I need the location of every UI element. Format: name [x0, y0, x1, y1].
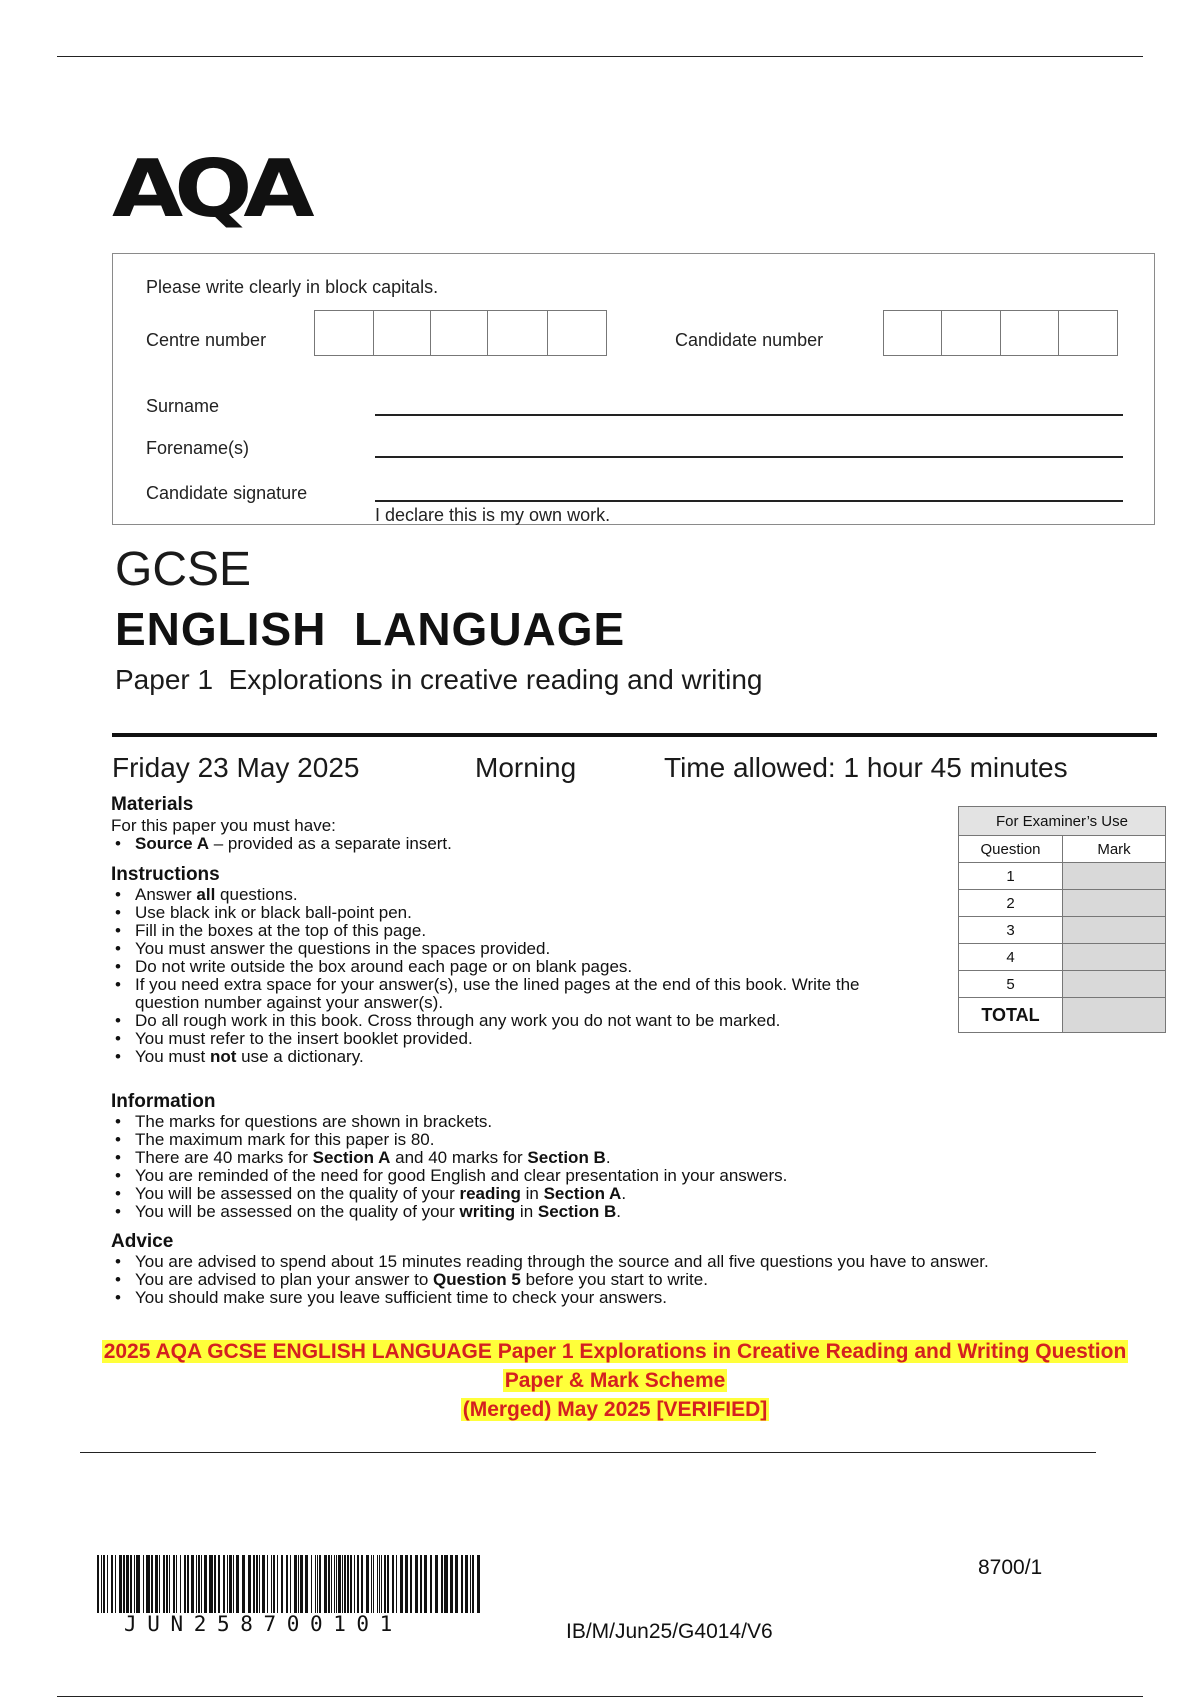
barcode-bar [180, 1555, 181, 1613]
centre-digit-box[interactable] [430, 310, 489, 356]
barcode-bar [130, 1555, 132, 1613]
materials-section [111, 794, 941, 853]
barcode-bar [267, 1555, 268, 1613]
barcode-bar [441, 1555, 443, 1613]
barcode-bar [262, 1555, 265, 1613]
list-item: • The marks for questions are shown in brackets. [111, 1113, 1111, 1131]
barcode-bar [415, 1555, 418, 1613]
barcode-bar [384, 1555, 386, 1613]
barcode-bar [342, 1555, 343, 1613]
question-number: 5 [959, 971, 1063, 998]
time-allowed: Time allowed: 1 hour 45 minutes [664, 752, 1068, 783]
total-mark-cell[interactable] [1063, 998, 1166, 1033]
banner-line: (Merged) May 2025 [VERIFIED] [462, 1398, 768, 1421]
instructions-heading: Instructions [111, 864, 220, 885]
materials-heading: Materials [111, 794, 194, 815]
barcode-bar [134, 1555, 135, 1613]
barcode-bar [331, 1555, 332, 1613]
barcode-bar [315, 1555, 316, 1613]
barcode-bar [97, 1555, 99, 1613]
barcode-bar [204, 1555, 207, 1613]
barcode-bar [229, 1555, 232, 1613]
barcode-bar [317, 1555, 318, 1613]
barcode-bar [336, 1555, 337, 1613]
list-item: • You are reminded of the need for good English and clear presentation in your answers. [111, 1167, 1111, 1185]
barcode-bar [103, 1555, 105, 1613]
barcode-bar [461, 1555, 463, 1613]
barcode-bar [379, 1555, 380, 1613]
candidate-digit-box[interactable] [1000, 310, 1060, 356]
paper-title: Paper 1 Explorations in creative reading and writing [115, 664, 763, 695]
barcode-bar [424, 1555, 427, 1613]
reference-code: IB/M/Jun25/G4014/V6 [566, 1620, 773, 1643]
barcode-bar [273, 1555, 275, 1613]
list-item: • Do not write outside the box around each page or on blank pages. [111, 958, 891, 976]
surname-field[interactable] [375, 414, 1123, 416]
barcode-bar [277, 1555, 278, 1613]
barcode-bar [347, 1555, 349, 1613]
bottom-rule [57, 1696, 1143, 1697]
barcode-bar [357, 1555, 359, 1613]
barcode-bar [290, 1555, 291, 1613]
barcode-bar [324, 1555, 327, 1613]
advice-heading: Advice [111, 1231, 174, 1252]
barcode-bar [253, 1555, 255, 1613]
barcode-bar [377, 1555, 378, 1613]
list-item: • Answer all questions. [111, 886, 891, 904]
aqa-logo: AQA [112, 143, 306, 236]
barcode-bar [101, 1555, 102, 1613]
list-item: • You are advised to plan your answer to Question 5 before you start to write. [111, 1271, 1141, 1289]
centre-digit-box[interactable] [487, 310, 548, 356]
barcode-bar [350, 1555, 352, 1613]
centre-number-field[interactable] [315, 310, 607, 356]
forenames-field[interactable] [375, 456, 1123, 458]
barcode-bar [373, 1555, 374, 1613]
barcode-bar [163, 1555, 165, 1613]
barcode-bar [119, 1555, 122, 1613]
barcode-bar [294, 1555, 297, 1613]
barcode-bar [248, 1555, 251, 1613]
barcode-bar [361, 1555, 363, 1613]
barcode-bar [242, 1555, 245, 1613]
banner-line: Paper & Mark Scheme [504, 1369, 726, 1392]
barcode-text: JUN258700101 [124, 1612, 403, 1636]
barcode-bar [218, 1555, 220, 1613]
barcode-bar [410, 1555, 412, 1613]
exam-session: Morning [475, 752, 577, 783]
list-item: • You will be assessed on the quality of your writing in Section B. [111, 1203, 1111, 1221]
barcode-bar [338, 1555, 341, 1613]
barcode-bar [435, 1555, 438, 1613]
centre-number-label: Centre number [146, 330, 267, 350]
signature-label: Candidate signature [146, 483, 308, 503]
barcode-bar [271, 1555, 272, 1613]
advice-list [111, 1253, 1141, 1307]
barcode-bar [198, 1555, 200, 1613]
subject-title: ENGLISH LANGUAGE [115, 603, 626, 655]
information-section [111, 1091, 1111, 1221]
barcode-bar [400, 1555, 403, 1613]
list-item: • Do all rough work in this book. Cross through any work you do not want to be marked. [111, 1012, 891, 1030]
forenames-label: Forename(s) [146, 438, 250, 458]
list-item: • You must refer to the insert booklet provided. [111, 1030, 891, 1048]
question-number: 2 [959, 890, 1063, 917]
footer-rule [80, 1452, 1096, 1453]
qualification-title: GCSE [115, 543, 252, 596]
barcode-bar [311, 1555, 312, 1613]
barcode-bar [298, 1555, 299, 1613]
mark-cell[interactable] [1063, 863, 1166, 890]
list-item: • You will be assessed on the quality of your reading in Section A. [111, 1185, 1111, 1203]
barcode-bar [143, 1555, 144, 1613]
list-item: • The maximum mark for this paper is 80. [111, 1131, 1111, 1149]
barcode-bar [196, 1555, 197, 1613]
candidate-number-label: Candidate number [675, 330, 824, 350]
title-rule [112, 733, 1157, 737]
barcode-bar [319, 1555, 321, 1613]
paper-code: 8700/1 [978, 1556, 1043, 1579]
instructions-list [111, 886, 891, 1066]
barcode-bar [392, 1555, 394, 1613]
list-item: • You must not use a dictionary. [111, 1048, 891, 1066]
question-number: 1 [959, 863, 1063, 890]
list-item: • You must answer the questions in the spaces provided. [111, 940, 891, 958]
question-number: 3 [959, 917, 1063, 944]
barcode-bar [169, 1555, 170, 1613]
mark-cell[interactable] [1063, 917, 1166, 944]
barcode-bar [455, 1555, 458, 1613]
instructions-section [111, 864, 891, 1066]
barcode-bar [477, 1555, 480, 1613]
barcode-bar [344, 1555, 346, 1613]
mark-cell[interactable] [1063, 890, 1166, 917]
list-item: • You should make sure you leave sufficient time to check your answers. [111, 1289, 1141, 1307]
barcode-bar [166, 1555, 168, 1613]
top-rule [57, 56, 1143, 57]
barcode-bar [472, 1555, 474, 1613]
question-column-header: Question [959, 836, 1063, 863]
barcode-bar [214, 1555, 216, 1613]
barcode-bar [173, 1555, 175, 1613]
mark-column-header: Mark [1063, 836, 1166, 863]
barcode-bar [184, 1555, 186, 1613]
list-item: • You are advised to spend about 15 minutes reading through the source and all five questions you have to answer. [111, 1253, 1141, 1271]
mark-cell[interactable] [1063, 944, 1166, 971]
barcode-bar [300, 1555, 303, 1613]
barcode-bar [115, 1555, 116, 1613]
barcode-bar [176, 1555, 177, 1613]
materials-intro: For this paper you must have: [111, 816, 336, 835]
barcode-bar [223, 1555, 225, 1613]
barcode-bar [281, 1555, 283, 1613]
barcode-bar [305, 1555, 308, 1613]
list-item: • Use black ink or black ball-point pen. [111, 904, 891, 922]
barcode-bar [256, 1555, 258, 1613]
barcode-bar [146, 1555, 150, 1613]
barcode-bar [209, 1555, 213, 1613]
barcode-bar [371, 1555, 372, 1613]
barcode-bar [444, 1555, 448, 1613]
barcode-bar [136, 1555, 140, 1613]
barcode-bar [328, 1555, 330, 1613]
barcode-bar [233, 1555, 234, 1613]
mark-cell[interactable] [1063, 971, 1166, 998]
barcode-bar [366, 1555, 369, 1613]
information-heading: Information [111, 1091, 216, 1112]
list-item: • Source A – provided as a separate insert. [111, 835, 941, 853]
candidate-digit-box[interactable] [1058, 310, 1118, 356]
barcode-bar [470, 1555, 471, 1613]
barcode-bar [155, 1555, 158, 1613]
barcode-bar [405, 1555, 408, 1613]
banner-line: 2025 AQA GCSE ENGLISH LANGUAGE Paper 1 Explorations in Creative Reading and Writing Question [103, 1340, 1127, 1363]
barcode-bar [187, 1555, 189, 1613]
barcode-bar [420, 1555, 422, 1613]
surname-label: Surname [146, 396, 220, 416]
centre-digit-box[interactable] [547, 310, 607, 356]
barcode-bar [465, 1555, 468, 1613]
examiners-use-table [958, 806, 1166, 1033]
declaration-text: I declare this is my own work. [375, 505, 611, 525]
barcode-bar [334, 1555, 335, 1613]
barcode-bar [286, 1555, 288, 1613]
candidate-digit-box[interactable] [941, 310, 1001, 356]
barcode-bar [123, 1555, 125, 1613]
question-number: 4 [959, 944, 1063, 971]
barcode-bar [191, 1555, 194, 1613]
centre-digit-box[interactable] [314, 310, 375, 356]
total-label: TOTAL [959, 998, 1063, 1033]
barcode-bar [111, 1555, 113, 1613]
barcode-bar [381, 1555, 382, 1613]
barcode-image [97, 1555, 480, 1613]
materials-list [111, 835, 941, 853]
barcode-bar [430, 1555, 432, 1613]
advice-section [111, 1231, 1141, 1307]
exam-date: Friday 23 May 2025 [112, 752, 360, 783]
barcode-bar [107, 1555, 108, 1613]
candidate-number-field[interactable] [884, 310, 1118, 356]
barcode-bar [387, 1555, 389, 1613]
list-item: • Fill in the boxes at the top of this page. [111, 922, 891, 940]
verified-paper-banner [90, 1337, 1140, 1424]
centre-digit-box[interactable] [373, 310, 431, 356]
list-item: • There are 40 marks for Section A and 40 marks for Section B. [111, 1149, 1111, 1167]
candidate-digit-box[interactable] [883, 310, 943, 356]
signature-field[interactable] [375, 500, 1123, 502]
barcode-bar [151, 1555, 153, 1613]
list-item: • If you need extra space for your answer(s), use the lined pages at the end of this book. Write the question number against your answer(s). [111, 976, 891, 1012]
barcode-bar [227, 1555, 228, 1613]
information-list [111, 1113, 1111, 1221]
barcode-bar [236, 1555, 239, 1613]
block-capitals-instruction: Please write clearly in block capitals. [146, 277, 439, 297]
barcode-bar [259, 1555, 260, 1613]
barcode-bar [201, 1555, 202, 1613]
barcode-bar [450, 1555, 453, 1613]
barcode-bar [126, 1555, 129, 1613]
barcode-bar [396, 1555, 397, 1613]
barcode-bar [159, 1555, 160, 1613]
examiners-use-title: For Examiner’s Use [959, 807, 1166, 836]
barcode-bar [354, 1555, 355, 1613]
